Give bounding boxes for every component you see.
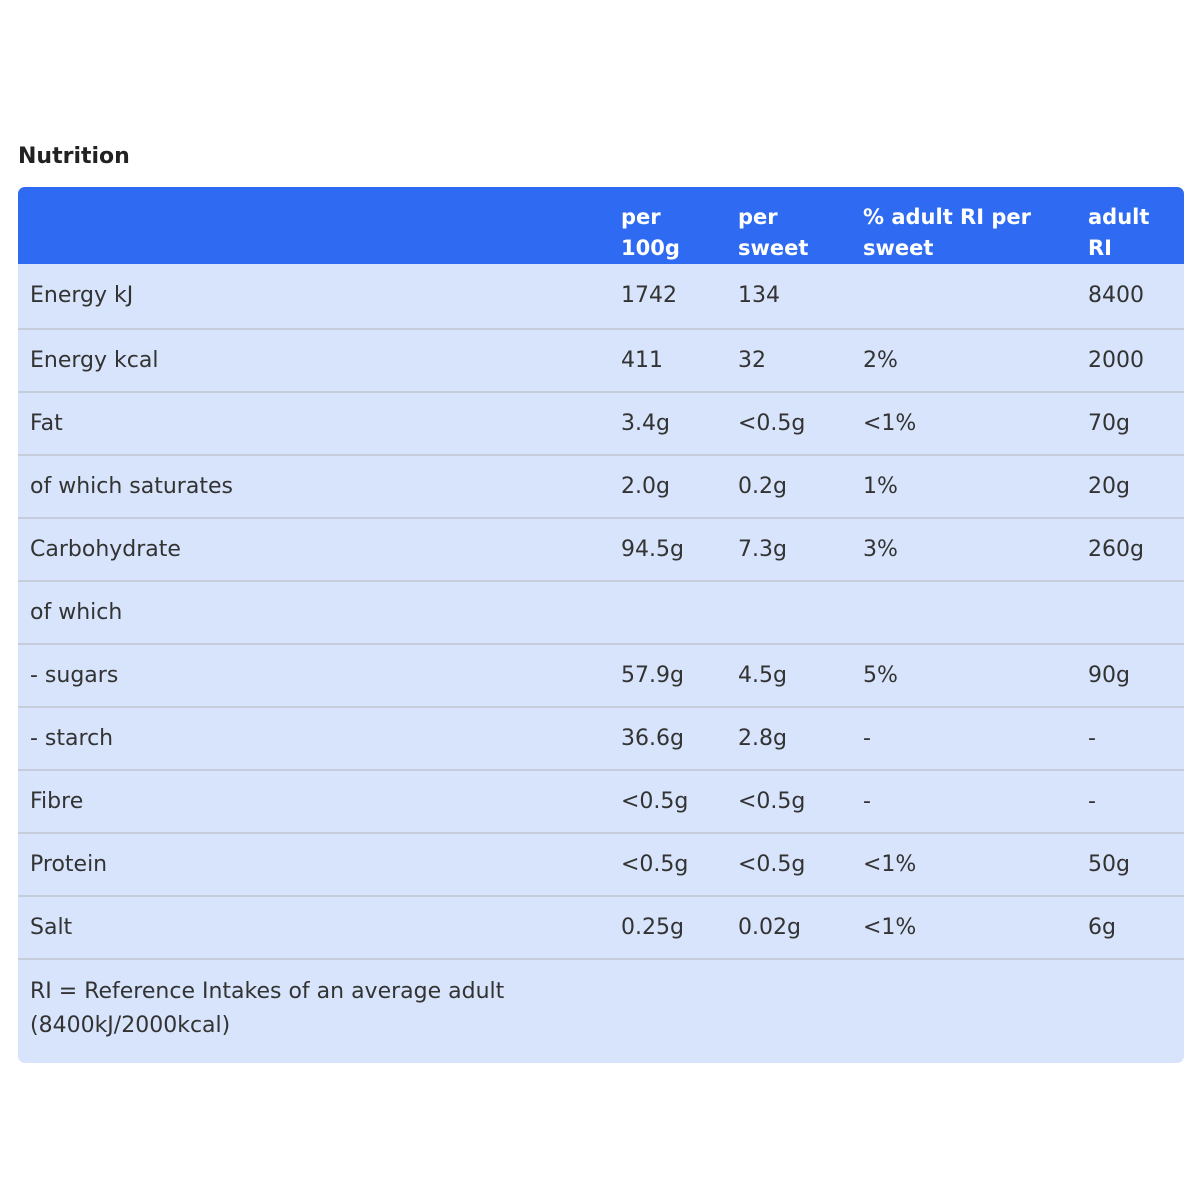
value-per-100g: <0.5g bbox=[609, 833, 726, 896]
value-per-sweet: 2.8g bbox=[726, 707, 851, 770]
value-adult-ri: 260g bbox=[1076, 518, 1184, 581]
header-nutrient bbox=[18, 187, 609, 264]
value-ri-percent: <1% bbox=[851, 896, 1076, 959]
footnote-line2: (8400kJ/2000kcal) bbox=[30, 1013, 231, 1038]
value-ri-percent: <1% bbox=[851, 392, 1076, 455]
table-row bbox=[18, 392, 1184, 455]
value-per-100g: 3.4g bbox=[609, 392, 726, 455]
value-ri-percent: 5% bbox=[851, 644, 1076, 707]
table-row bbox=[18, 770, 1184, 833]
value-adult-ri: - bbox=[1076, 770, 1184, 833]
value-ri-percent: 3% bbox=[851, 518, 1076, 581]
nutrient-name: - sugars bbox=[18, 644, 609, 707]
nutrient-name: Energy kcal bbox=[18, 329, 609, 392]
value-per-sweet: 0.2g bbox=[726, 455, 851, 518]
value-ri-percent: - bbox=[851, 707, 1076, 770]
value-ri-percent bbox=[851, 581, 1076, 644]
value-per-sweet: 32 bbox=[726, 329, 851, 392]
value-ri-percent bbox=[851, 264, 1076, 329]
header-ri-percent-line2: sweet bbox=[863, 236, 934, 260]
table-row bbox=[18, 644, 1184, 707]
table-row bbox=[18, 518, 1184, 581]
header-per-100g-line2: 100g bbox=[621, 236, 680, 260]
value-per-sweet: <0.5g bbox=[726, 392, 851, 455]
value-per-100g: 1742 bbox=[621, 283, 677, 308]
table-row bbox=[18, 264, 1184, 329]
table-row bbox=[18, 707, 1184, 770]
table-row bbox=[18, 896, 1184, 959]
nutrient-name: Energy kJ bbox=[30, 283, 134, 308]
value-ri-percent: 1% bbox=[851, 455, 1076, 518]
header-adult-ri-line1: adult bbox=[1088, 205, 1150, 229]
table-row bbox=[18, 329, 1184, 392]
nutrient-name: of which bbox=[18, 581, 609, 644]
table-row bbox=[18, 581, 1184, 644]
nutrition-panel bbox=[18, 187, 1184, 1063]
header-per-sweet-line1: per bbox=[738, 205, 778, 229]
value-per-sweet: 0.02g bbox=[726, 896, 851, 959]
value-adult-ri: 90g bbox=[1076, 644, 1184, 707]
value-per-100g: <0.5g bbox=[609, 770, 726, 833]
value-adult-ri: 6g bbox=[1076, 896, 1184, 959]
nutrient-name: Fat bbox=[18, 392, 609, 455]
table-header-row bbox=[18, 187, 1184, 264]
nutrient-name: - starch bbox=[18, 707, 609, 770]
value-adult-ri: 70g bbox=[1076, 392, 1184, 455]
nutrient-name: Fibre bbox=[18, 770, 609, 833]
value-per-sweet: 4.5g bbox=[726, 644, 851, 707]
header-per-sweet bbox=[726, 187, 851, 264]
value-adult-ri: 2000 bbox=[1076, 329, 1184, 392]
value-ri-percent: - bbox=[851, 770, 1076, 833]
header-adult-ri-line2: RI bbox=[1088, 236, 1112, 260]
nutrition-table bbox=[18, 187, 1184, 1053]
nutrient-name: of which saturates bbox=[18, 455, 609, 518]
value-per-100g: 411 bbox=[609, 329, 726, 392]
value-per-100g: 2.0g bbox=[609, 455, 726, 518]
header-per-100g-line1: per bbox=[621, 205, 661, 229]
value-per-sweet: 134 bbox=[738, 283, 780, 308]
value-adult-ri: 50g bbox=[1076, 833, 1184, 896]
value-adult-ri: 20g bbox=[1076, 455, 1184, 518]
value-adult-ri: 8400 bbox=[1088, 283, 1144, 308]
footnote-line1: RI = Reference Intakes of an average adult bbox=[30, 979, 505, 1004]
footnote-cell bbox=[18, 959, 1184, 1053]
value-per-100g bbox=[609, 581, 726, 644]
nutrient-name: Protein bbox=[18, 833, 609, 896]
value-per-sweet: <0.5g bbox=[726, 770, 851, 833]
value-per-100g: 94.5g bbox=[609, 518, 726, 581]
header-per-sweet-line2: sweet bbox=[738, 236, 809, 260]
header-per-100g bbox=[609, 187, 726, 264]
nutrient-name: Carbohydrate bbox=[18, 518, 609, 581]
table-row bbox=[18, 455, 1184, 518]
value-adult-ri: - bbox=[1076, 707, 1184, 770]
table-row bbox=[18, 833, 1184, 896]
header-adult-ri bbox=[1076, 187, 1184, 264]
section-title: Nutrition bbox=[18, 144, 130, 169]
value-per-100g: 57.9g bbox=[609, 644, 726, 707]
value-per-sweet: 7.3g bbox=[726, 518, 851, 581]
value-per-sweet: <0.5g bbox=[726, 833, 851, 896]
value-per-sweet bbox=[726, 581, 851, 644]
footnote-row bbox=[18, 959, 1184, 1053]
value-adult-ri bbox=[1076, 581, 1184, 644]
nutrient-name: Salt bbox=[18, 896, 609, 959]
value-per-100g: 0.25g bbox=[609, 896, 726, 959]
value-ri-percent: <1% bbox=[851, 833, 1076, 896]
value-per-100g: 36.6g bbox=[609, 707, 726, 770]
header-ri-percent bbox=[851, 187, 1076, 264]
header-ri-percent-line1: % adult RI per bbox=[863, 205, 1031, 229]
value-ri-percent: 2% bbox=[851, 329, 1076, 392]
